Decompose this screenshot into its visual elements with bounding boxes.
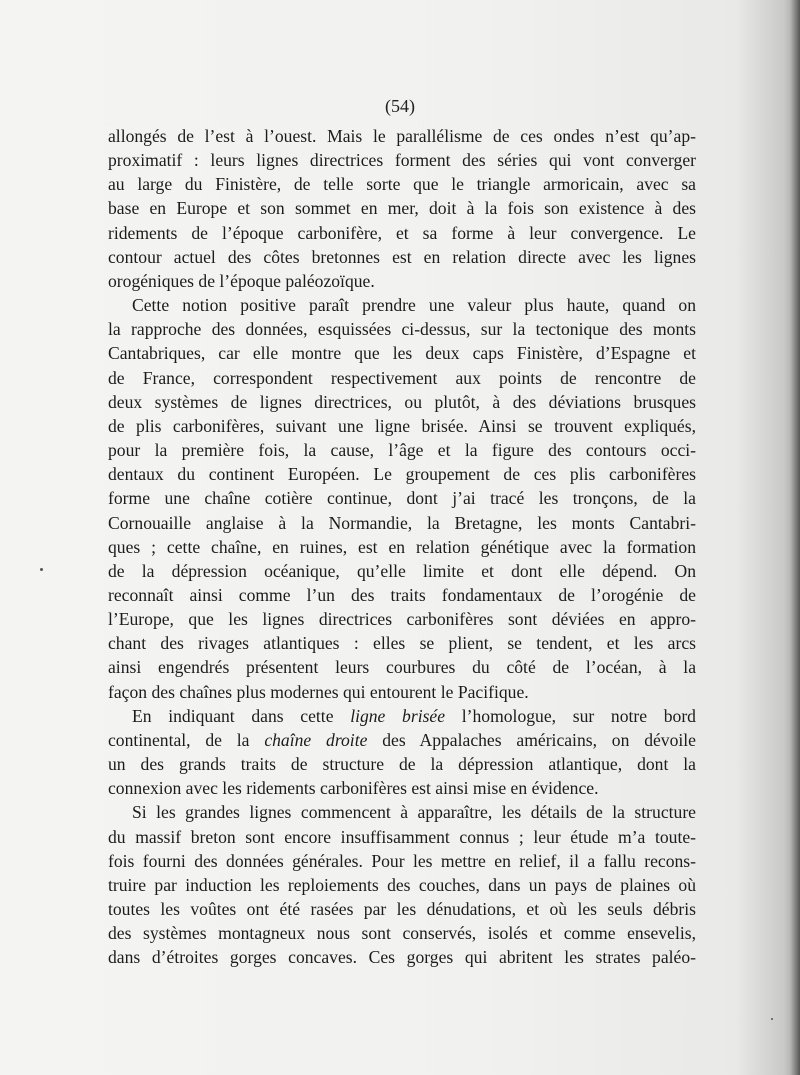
text-line: ainsi engendrés présentent leurs courbures du côté de l’océan, à la [108, 657, 696, 678]
text-run: En indiquant dans cette [132, 705, 351, 726]
italic-term: ligne brisée [350, 705, 446, 726]
text-line: du massif breton sont encore insuffisamment connus ; leur étude m’a toute- [108, 826, 696, 847]
paragraph-3 [108, 704, 696, 801]
text-line: au large du Finistère, de telle sorte que le triangle armoricain, avec sa [108, 174, 696, 195]
text-line: forme une chaîne cotière continue, dont j’ai tracé les tronçons, de la [108, 488, 696, 509]
text-line: un des grands traits de structure de la dépression atlantique, dont la [108, 754, 696, 775]
text-line: dans d’étroites gorges concaves. Ces gorges qui abritent les strates paléo- [108, 947, 696, 968]
text-line: ques ; cette chaîne, en ruines, est en relation génétique avec la formation [108, 536, 696, 557]
text-line: deux systèmes de lignes directrices, ou plutôt, à des déviations brusques [108, 391, 696, 412]
page-edge-shadow [790, 0, 800, 1075]
text-line: la rapproche des données, esquissées ci-dessus, sur la tectonique des monts [108, 319, 696, 340]
text-line: contour actuel des côtes bretonnes est en relation directe avec les lignes [108, 246, 696, 267]
text-line: connexion avec les ridements carbonifères est ainsi mise en évidence. [108, 778, 599, 799]
text-line: Cantabriques, car elle montre que les deux caps Finistère, d’Espagne et [108, 343, 696, 364]
paragraph-2 [108, 293, 696, 704]
text-line: Cette notion positive paraît prendre une valeur plus haute, quand on [132, 295, 696, 316]
scan-speck [40, 568, 43, 571]
italic-term: chaîne droite [264, 729, 368, 750]
text-line: des systèmes montagneux nous sont conservés, isolés et comme ensevelis, [108, 923, 696, 944]
text-line: façon des chaînes plus modernes qui entourent le Pacifique. [108, 681, 529, 702]
text-line: dentaux du continent Européen. Le groupement de ces plis carbonifères [108, 464, 696, 485]
paragraph-1 [108, 124, 696, 293]
text-line: orogéniques de l’époque paléozoïque. [108, 270, 375, 291]
page-number: (54) [385, 96, 415, 116]
text-run: des Appalaches américains, on dévoile [367, 729, 696, 750]
text-run: l’homologue, sur notre bord [445, 705, 696, 726]
text-line: chant des rivages atlantiques : elles se plient, se tendent, et les arcs [108, 633, 696, 654]
text-line-with-italic [108, 704, 696, 728]
text-line: Si les grandes lignes commencent à apparaître, les détails de la structure [132, 802, 696, 823]
text-line: l’Europe, que les lignes directrices carbonifères sont déviées en appro- [108, 609, 696, 630]
text-line: truire par induction les reploiements des couches, dans un pays de plaines où [108, 874, 696, 895]
text-line: Cornouaille anglaise à la Normandie, la Bretagne, les monts Cantabri- [108, 512, 696, 533]
text-line: proximatif : leurs lignes directrices forment des séries qui vont converger [108, 150, 696, 171]
body-text [108, 124, 696, 969]
text-line: de plis carbonifères, suivant une ligne brisée. Ainsi se trouvent expliqués, [108, 415, 696, 436]
text-line: base en Europe et son sommet en mer, doit à la fois son existence à des [108, 198, 696, 219]
text-line-with-italic [108, 728, 696, 752]
text-line: de la dépression océanique, qu’elle limite et dont elle dépend. On [108, 560, 696, 581]
text-line: toutes les voûtes ont été rasées par les dénudations, et où les seuls débris [108, 899, 696, 919]
text-line: ridements de l’époque carbonifère, et sa forme à leur convergence. Le [108, 222, 696, 243]
text-line: fois fourni des données générales. Pour les mettre en relief, il a fallu recons- [108, 850, 696, 871]
text-line: allongés de l’est à l’ouest. Mais le parallélisme de ces ondes n’est qu’ap- [108, 126, 696, 146]
text-run: continental, de la [108, 729, 265, 750]
text-line: reconnaît ainsi comme l’un des traits fondamentaux de l’orogénie de [108, 584, 696, 605]
text-line: de France, correspondent respectivement aux points de rencontre de [108, 367, 696, 388]
scan-speck [771, 1018, 773, 1020]
text-line: pour la première fois, la cause, l’âge et la figure des contours occi- [108, 440, 696, 461]
paragraph-4 [108, 800, 696, 969]
